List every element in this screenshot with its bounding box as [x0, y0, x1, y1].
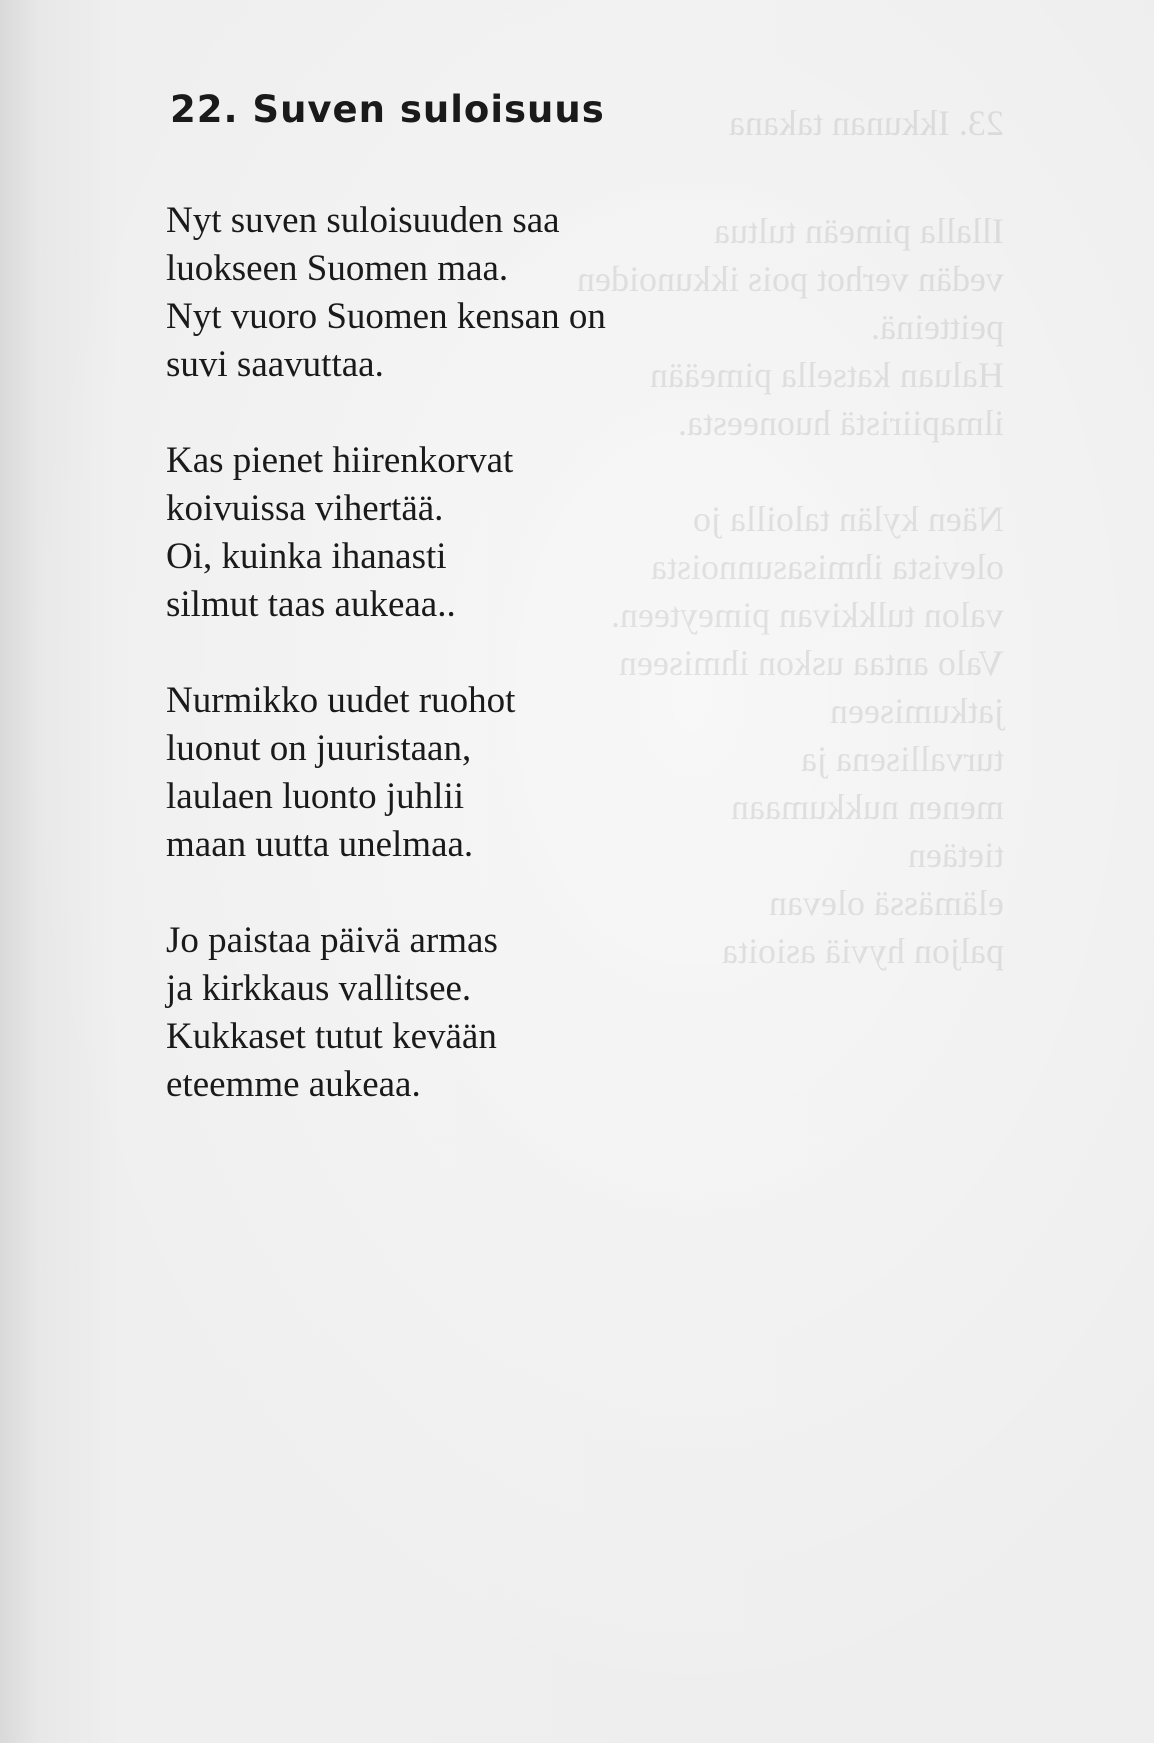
poem-line: silmut taas aukeaa..	[166, 584, 456, 625]
poem-line: Nyt vuoro Suomen kensan on	[166, 296, 606, 337]
poem-title: 22. Suven suloisuus	[170, 88, 605, 131]
poem-line: luokseen Suomen maa.	[166, 248, 509, 289]
stanza	[166, 677, 606, 869]
bleed-through-line: menen nukkumaan	[731, 787, 1004, 827]
poem-line: Kukkaset tutut kevään	[166, 1016, 497, 1057]
poem-line: Nurmikko uudet ruohot	[166, 680, 516, 721]
stanza	[166, 197, 606, 389]
bleed-through-line: tietäen	[908, 835, 1004, 875]
poem-body	[166, 197, 606, 1109]
bleed-through-line: peitteinä.	[871, 307, 1004, 347]
poem-line: Oi, kuinka ihanasti	[166, 536, 447, 577]
bleed-through-line: valon tulkkivan pimeyteen.	[611, 595, 1004, 635]
poem-line: koivuissa vihertää.	[166, 488, 444, 529]
poem-line: Kas pienet hiirenkorvat	[166, 440, 514, 481]
bleed-through-line: Näen kylän taloilla jo	[693, 499, 1004, 539]
bleed-through-line: olevista ihmisasunnoista	[651, 547, 1004, 587]
bleed-through-line: elämässä olevan	[769, 883, 1004, 923]
poem-line: laulaen luonto juhlii	[166, 776, 465, 817]
bleed-through-line: Valo antaa uskon ihmiseen	[619, 643, 1004, 683]
bleed-through-line: paljon hyviä asioita	[722, 931, 1004, 971]
bleed-through-line: Haluan katsella pimeään	[650, 355, 1004, 395]
poem-line: suvi saavuttaa.	[166, 344, 384, 385]
poem-line: Nyt suven suloisuuden saa	[166, 200, 560, 241]
bleed-through-line: vedän verhot pois ikkunoiden	[577, 259, 1004, 299]
bleed-through-line: 23. Ikkunan takana	[729, 103, 1004, 143]
bleed-through-line: turvallisena ja	[801, 739, 1004, 779]
bleed-through-line: jatkumiseen	[830, 691, 1004, 731]
poem-line: Jo paistaa päivä armas	[166, 920, 498, 961]
stanza	[166, 917, 606, 1109]
poem-line: ja kirkkaus vallitsee.	[166, 968, 472, 1009]
stanza	[166, 437, 606, 629]
poem-line: luonut on juuristaan,	[166, 728, 472, 769]
bleed-through-line: ilmapiiristä huoneesta.	[678, 403, 1004, 443]
poem-line: eteemme aukeaa.	[166, 1064, 421, 1105]
poem-line: maan uutta unelmaa.	[166, 824, 474, 865]
bleed-through-line: Illalla pimeän tultua	[714, 211, 1004, 251]
